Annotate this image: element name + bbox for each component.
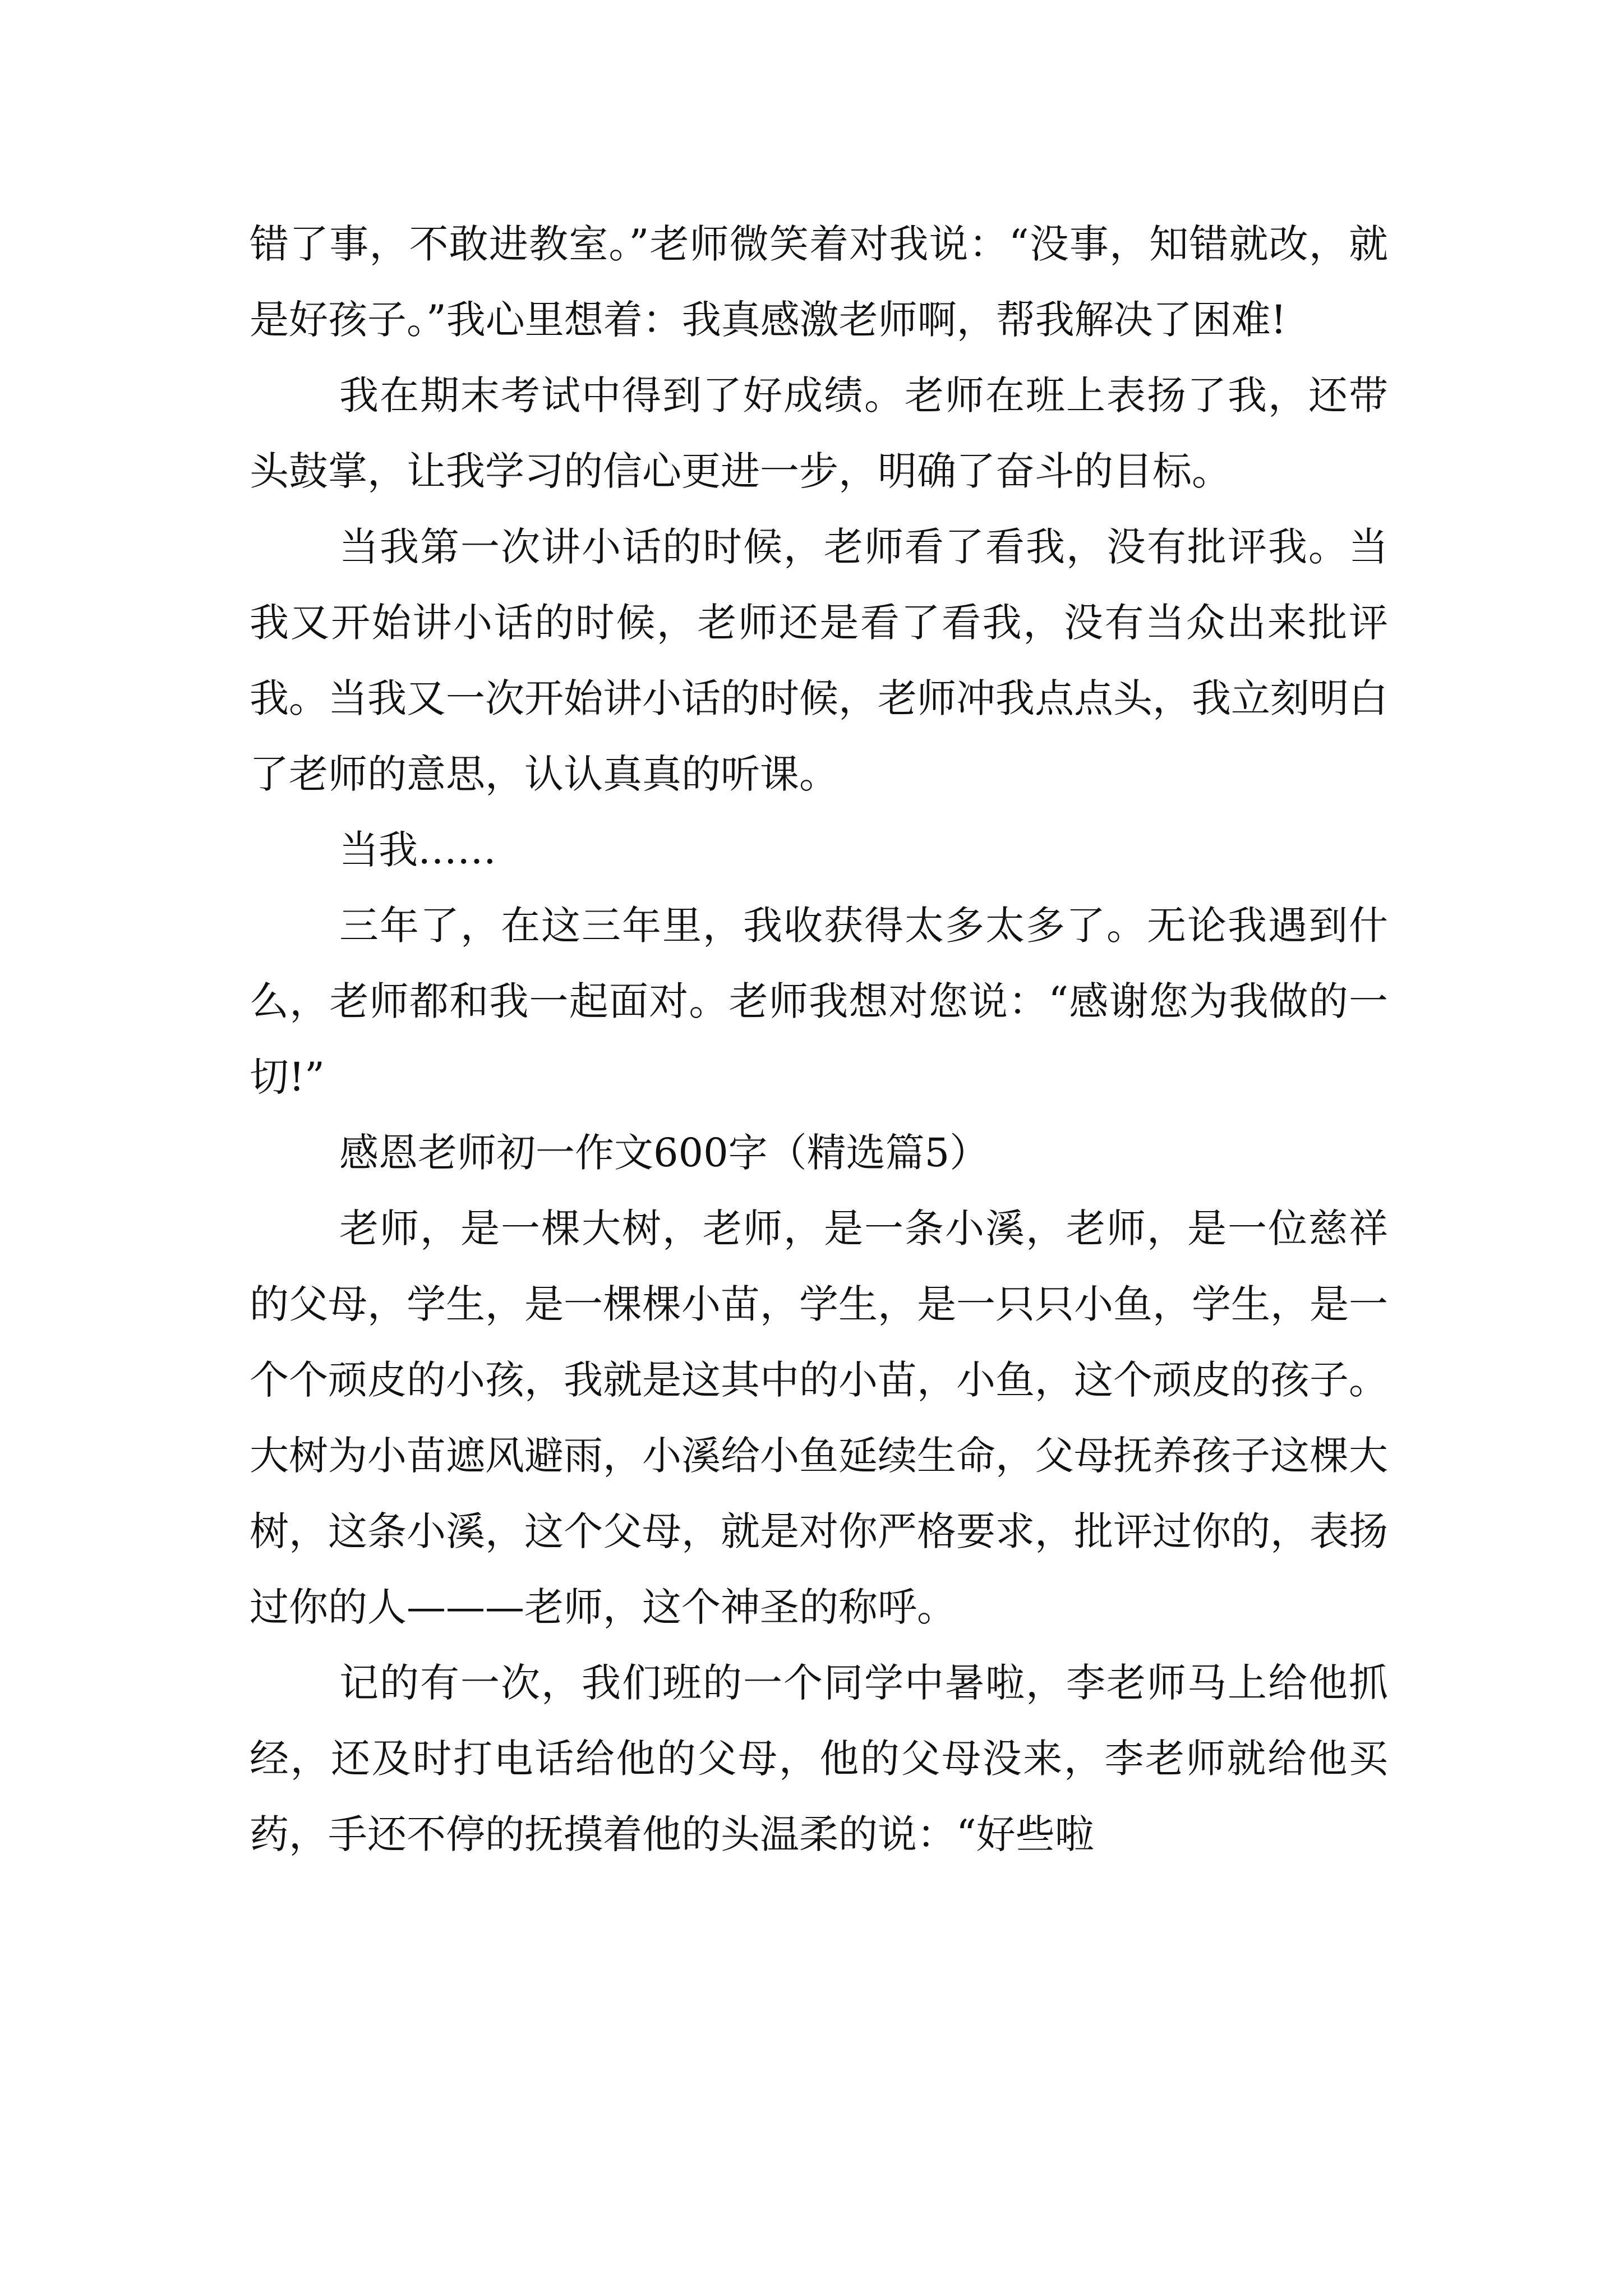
paragraph: 老师，是一棵大树，老师，是一条小溪，老师，是一位慈祥的父母，学生，是一棵棵小苗，学生，是一只只小鱼，学生，是一个个顽皮的小孩，我就是这其中的小苗，小鱼，这个顽皮的孩子。大树为小苗遮风避雨，小溪给小鱼延续生命，父母抚养孩子这棵大树，这条小溪，这个父母，就是对你严格要求，批评过你的，表扬过你的人———老师，这个神圣的称呼。	[250, 1205, 1388, 1630]
paragraph: 当我……	[339, 827, 496, 873]
paragraph: 当我第一次讲小话的时候，老师看了看我，没有批评我。当我又开始讲小话的时候，老师还是看了看我，没有当众出来批评我。当我又一次开始讲小话的时候，老师冲我点点头，我立刻明白了老师的意思，认认真真的听课。	[250, 524, 1388, 797]
section-heading: 感恩老师初一作文600字（精选篇5）	[339, 1130, 989, 1176]
body-text	[250, 206, 1388, 1872]
paragraph: 我在期末考试中得到了好成绩。老师在班上表扬了我，还带头鼓掌，让我学习的信心更进一步，明确了奋斗的目标。	[250, 372, 1388, 494]
paragraph: 记的有一次，我们班的一个同学中暑啦，李老师马上给他抓经，还及时打电话给他的父母，他的父母没来，李老师就给他买药，手还不停的抚摸着他的头温柔的说：“好些啦	[250, 1660, 1388, 1857]
paragraph-continuation: 错了事，不敢进教室。”老师微笑着对我说：“没事，知错就改，就是好孩子。”我心里想着：我真感激老师啊，帮我解决了困难!	[250, 221, 1388, 343]
paragraph: 三年了，在这三年里，我收获得太多太多了。无论我遇到什么，老师都和我一起面对。老师我想对您说：“感谢您为我做的一切!”	[250, 903, 1388, 1100]
